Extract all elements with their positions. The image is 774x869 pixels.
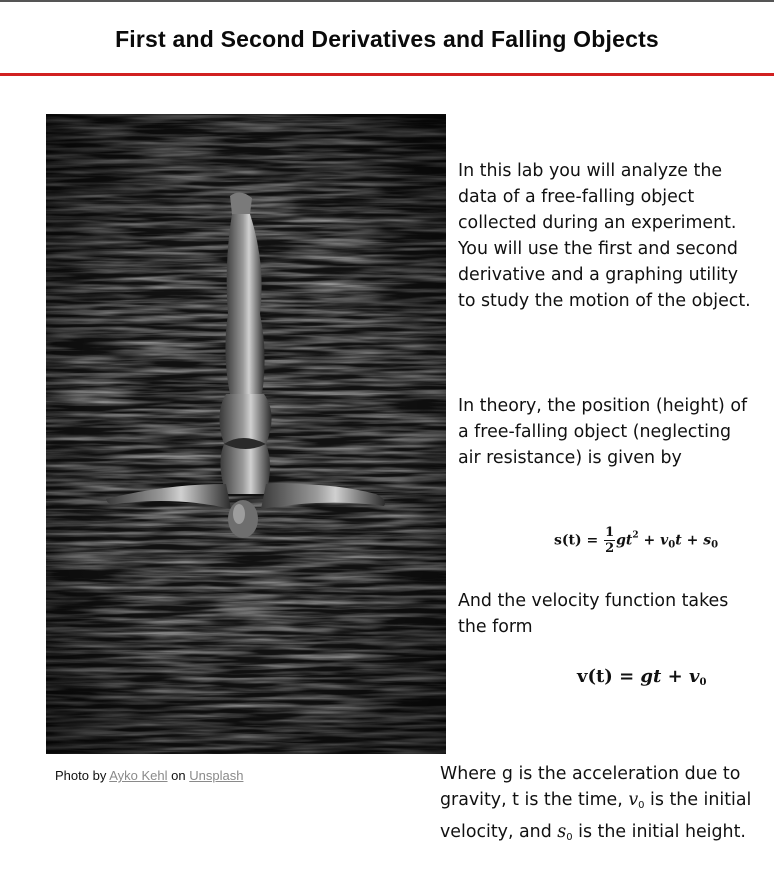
pos-g: g — [616, 532, 626, 549]
frac-numerator: 1 — [605, 525, 615, 540]
vel-lhs: v(t) = — [577, 666, 641, 687]
one-half-fraction — [604, 526, 615, 555]
velocity-paragraph: And the velocity function takes the form — [458, 591, 729, 637]
pos-t: t — [625, 532, 633, 549]
pos-v-sub: 0 — [668, 539, 676, 551]
vel-v: v — [688, 666, 700, 687]
pos-plus1: + — [638, 532, 661, 549]
pos-v: v — [660, 532, 669, 549]
pos-t2: t — [675, 532, 682, 549]
unsplash-link[interactable]: Unsplash — [189, 768, 244, 783]
intro-paragraph: In this lab you will analyze the data of a free-falling object collected during an experiment. You will use the first and second derivative and a graphing utility to study the motion of the object. — [458, 161, 751, 311]
photo-illustration — [46, 114, 446, 754]
frac-denominator: 2 — [605, 541, 615, 556]
title-underline — [0, 73, 774, 76]
velocity-equation — [577, 666, 706, 688]
photo-credit — [55, 768, 243, 783]
vel-t: t — [653, 666, 662, 687]
closing-paragraph — [440, 761, 760, 851]
position-theory-paragraph: In theory, the position (height) of a free-falling object (neglecting air resistance) is given by — [458, 396, 748, 468]
closing-line2: is the initial velocity, and — [440, 790, 752, 842]
closing-line3: is the initial height. — [572, 822, 746, 842]
pos-s: s — [703, 532, 712, 549]
closing-v-sub: 0 — [638, 800, 645, 811]
photographer-link[interactable]: Ayko Kehl — [109, 768, 168, 783]
page-title: First and Second Derivatives and Falling Objects — [115, 26, 659, 52]
credit-prefix: Photo by — [55, 768, 107, 783]
top-border — [0, 0, 774, 2]
pos-exponent: 2 — [632, 530, 639, 541]
closing-s-sub: 0 — [566, 832, 573, 843]
pos-lhs: s(t) = — [554, 532, 599, 549]
pos-plus2: + — [681, 532, 704, 549]
vel-plus: + — [661, 666, 689, 687]
vel-g: g — [640, 666, 654, 687]
closing-v: v — [628, 790, 639, 810]
vel-v-sub: 0 — [699, 677, 707, 688]
closing-s: s — [557, 822, 567, 842]
pos-s-sub: 0 — [711, 539, 719, 551]
diver-statue-photo — [46, 114, 446, 754]
credit-middle: on — [171, 768, 186, 783]
closing-line1: Where g is the acceleration due to gravity, t is the time, — [440, 764, 741, 810]
position-equation — [554, 526, 718, 555]
